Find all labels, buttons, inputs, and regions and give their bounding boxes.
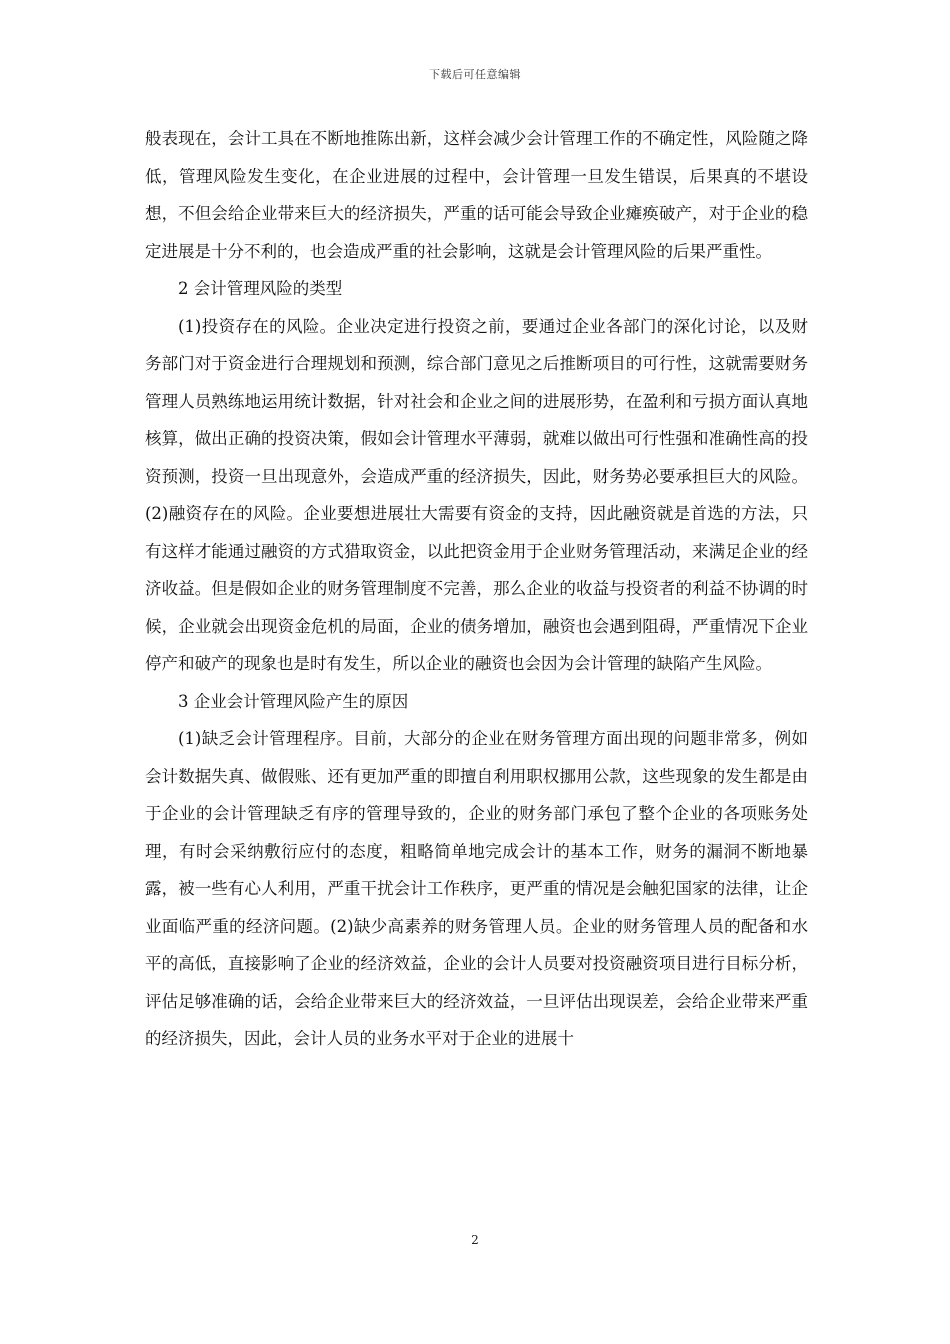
section-heading-risk-types: 2 会计管理风险的类型 <box>178 279 343 298</box>
paragraph-continuation: 般表现在，会计工具在不断地推陈出新，这样会减少会计管理工作的不确定性，风险随之降低，管理风险发生变化，在企业进展的过程中，会计管理一旦发生错误，后果真的不堪设想，不但会给企业带来巨大的经济损失，严重的话可能会导致企业瘫痪破产，对于企业的稳定进展是十分不利的，也会造成严重的社会影响，这就是会计管理风险的后果严重性。 <box>145 129 808 261</box>
page-header: 下载后可任意编辑 <box>429 68 521 81</box>
page-number: 2 <box>471 1233 479 1247</box>
paragraph-risk-causes: (1)缺乏会计管理程序。目前，大部分的企业在财务管理方面出现的问题非常多，例如会计数据失真、做假账、还有更加严重的即擅自利用职权挪用公款，这些现象的发生都是由于企业的会计管理缺乏有序的管理导致的，企业的财务部门承包了整个企业的各项账务处理，有时会采纳敷衍应付的态度，粗略简单地完成会计的基本工作，财务的漏洞不断地暴露，被一些有心人利用，严重干扰会计工作秩序，更严重的情况是会触犯国家的法律，让企业面临严重的经济问题。(2)缺少高素养的财务管理人员。企业的财务管理人员的配备和水平的高低，直接影响了企业的经济效益，企业的会计人员要对投资融资项目进行目标分析，评估足够准确的话，会给企业带来巨大的经济效益，一旦评估出现误差，会给企业带来严重的经济损失，因此，会计人员的业务水平对于企业的进展十 <box>145 729 808 1048</box>
document-body <box>145 120 808 1058</box>
paragraph-investment-financing-risk: (1)投资存在的风险。企业决定进行投资之前，要通过企业各部门的深化讨论，以及财务部门对于资金进行合理规划和预测，综合部门意见之后推断项目的可行性，这就需要财务管理人员熟练地运用统计数据，针对社会和企业之间的进展形势，在盈利和亏损方面认真地核算，做出正确的投资决策，假如会计管理水平薄弱，就难以做出可行性强和准确性高的投资预测，投资一旦出现意外，会造成严重的经济损失，因此，财务势必要承担巨大的风险。(2)融资存在的风险。企业要想进展壮大需要有资金的支持，因此融资就是首选的方法，只有这样才能通过融资的方式猎取资金，以此把资金用于企业财务管理活动，来满足企业的经济收益。但是假如企业的财务管理制度不完善，那么企业的收益与投资者的利益不协调的时候，企业就会出现资金危机的局面，企业的债务增加，融资也会遇到阻碍，严重情况下企业停产和破产的现象也是时有发生，所以企业的融资也会因为会计管理的缺陷产生风险。 <box>145 316 808 673</box>
section-heading-risk-causes: 3 企业会计管理风险产生的原因 <box>178 691 409 711</box>
